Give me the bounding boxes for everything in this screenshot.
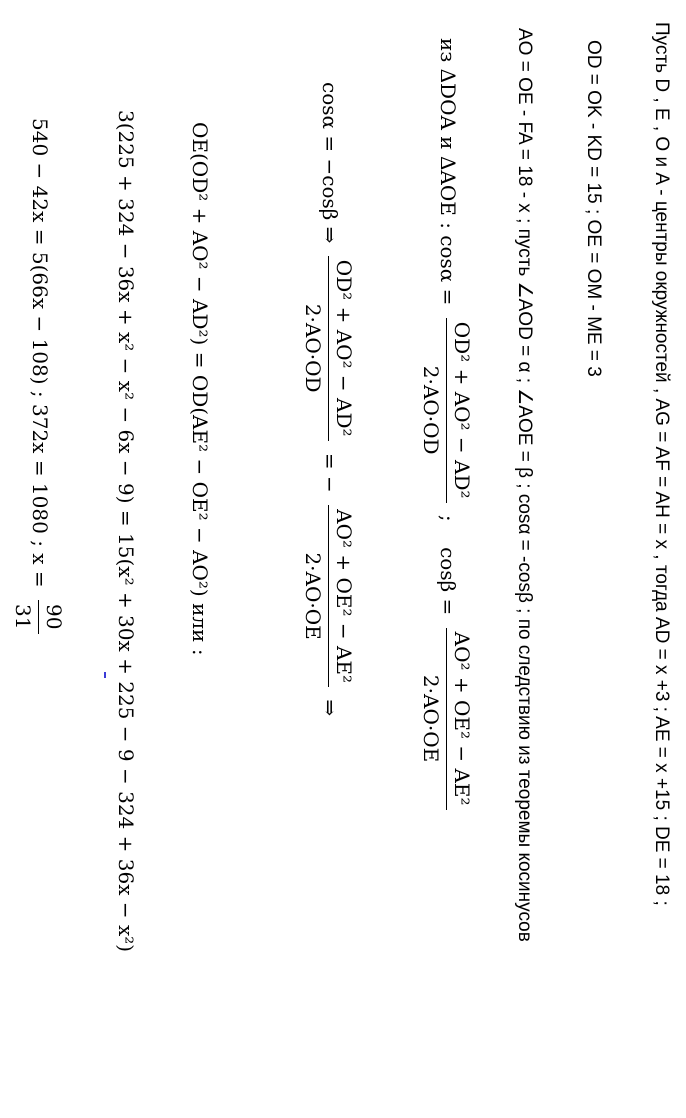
line-5-prefix: cosα = −cosβ ⇒ (318, 82, 342, 244)
line-4 (419, 38, 474, 816)
fraction-numerator: AO² + OE² − AE² (446, 628, 474, 810)
fraction-left (301, 256, 356, 441)
line-1: Пусть D , E , O и A - центры окружностей , AG = AF = AH = x , тогда AD = x +3 ; AE = x +15 ; DE = 18 ; (651, 22, 672, 906)
separator: ; (436, 514, 460, 522)
line-3: AO = OE - FA = 18 - x ; пусть ∠AOD = α ; ∠AOE = β ; cosα = -cosβ ; по следствию из теоремы косинусов (514, 28, 535, 942)
fraction-cos-alpha (419, 318, 474, 503)
line-7: 3(225 + 324 − 36x + x² − x² − 6x − 9) = 15(x² + 30x + 225 − 9 − 324 + 36x − x²) (114, 110, 138, 953)
line-2: OD = OK - KD = 15 ; OE = OM - ME = 3 (583, 40, 604, 377)
line-8-text: 540 − 42x = 5(66x − 108) ; 372x = 1080 ; x = (28, 118, 52, 588)
fraction-cos-beta (419, 628, 474, 810)
fraction-denominator: 2·AO·OE (419, 674, 443, 763)
implies: ⇒ (318, 699, 342, 717)
fraction-denominator: 2·AO·OE (301, 552, 325, 640)
fraction-answer (11, 600, 66, 633)
line-6: OE(OD² + AO² − AD²) = OD(AE² − OE² − AO²) или : (188, 122, 212, 656)
fraction-denominator: 31 (11, 604, 35, 630)
fraction-numerator: AO² + OE² − AE² (328, 505, 356, 687)
fraction-numerator: OD² + AO² − AD² (446, 318, 474, 503)
line-5 (301, 82, 356, 716)
fraction-right (301, 505, 356, 687)
line-8 (11, 118, 66, 640)
line-4-mid: cosβ = (436, 547, 460, 616)
fraction-denominator: 2·AO·OD (301, 303, 325, 393)
fraction-denominator: 2·AO·OD (419, 365, 443, 455)
line-4-prefix: из ΔDOA и ΔAOE : cosα = (436, 38, 460, 306)
fraction-numerator: 90 (38, 600, 66, 633)
equals-minus: = − (318, 452, 342, 493)
fraction-numerator: OD² + AO² − AD² (328, 256, 356, 441)
